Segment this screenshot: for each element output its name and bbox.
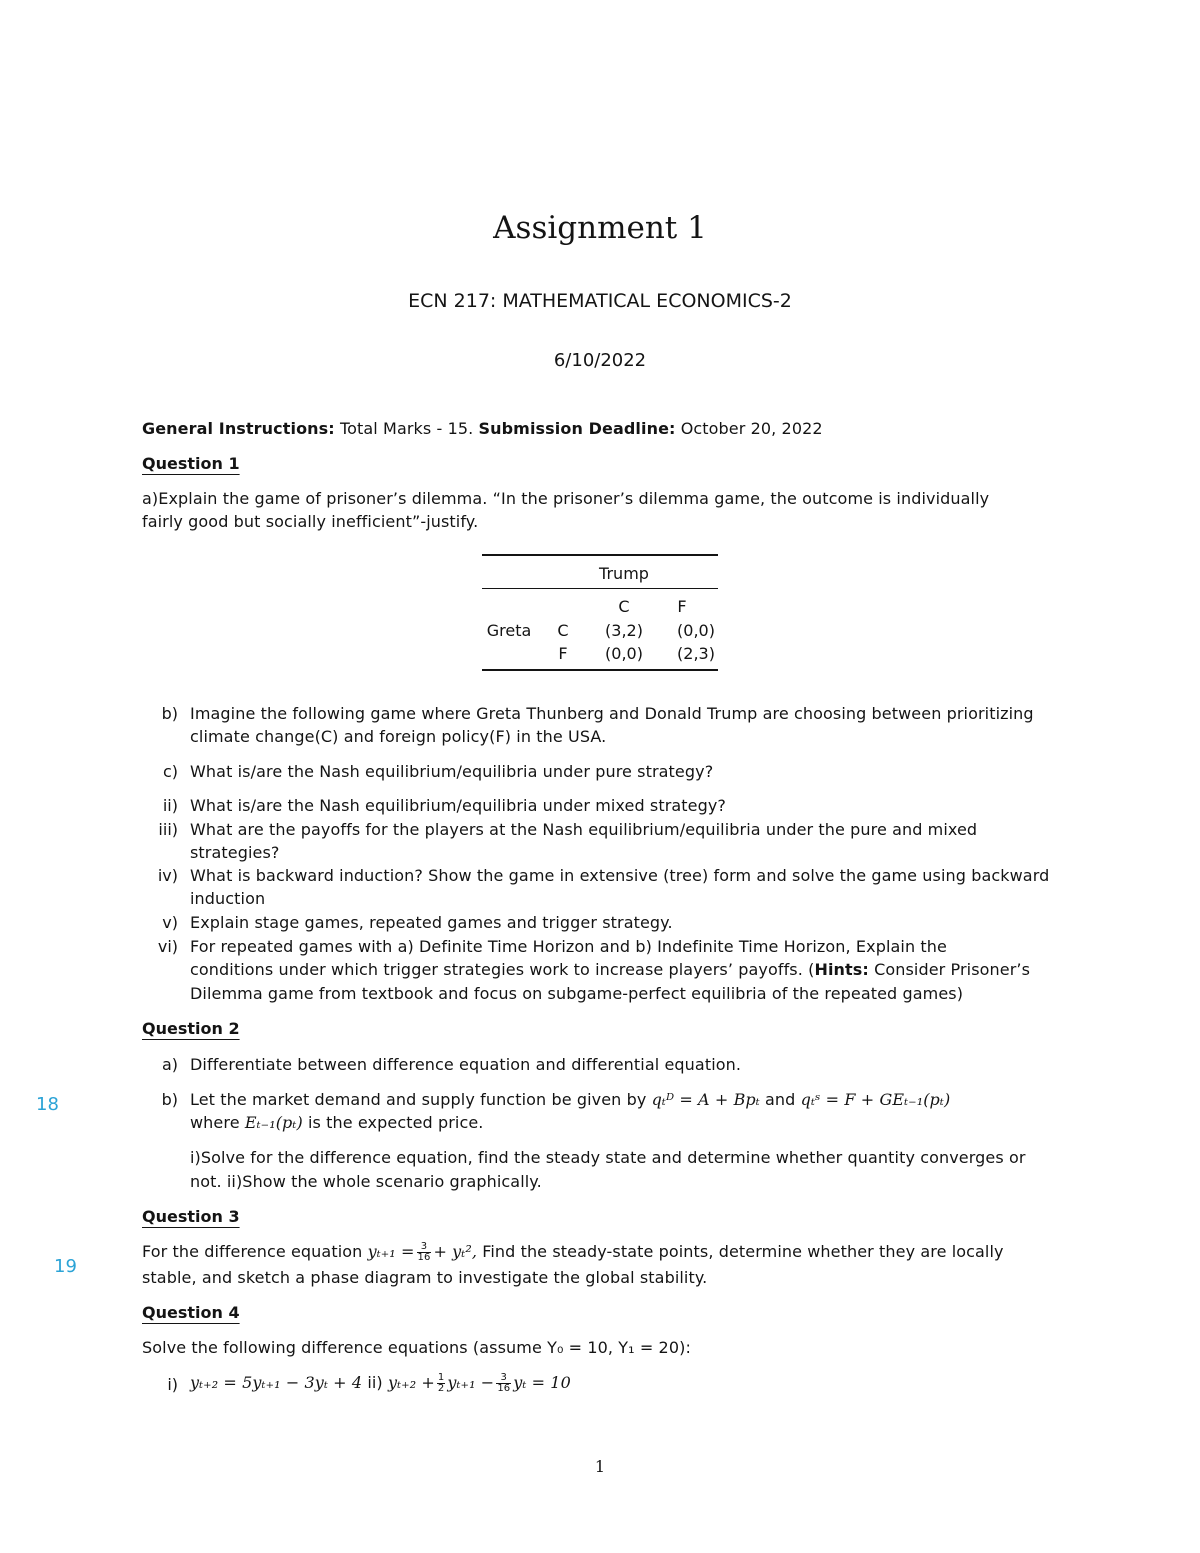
general-instructions xyxy=(142,419,823,438)
column-strategy-c: C xyxy=(618,597,630,616)
q4-eq2-part-b: yₜ₊₁ − xyxy=(447,1373,495,1392)
q1-item-iii-line-2: strategies? xyxy=(190,843,280,862)
q4-f2-den: 16 xyxy=(497,1383,511,1394)
deadline-date: October 20, 2022 xyxy=(680,419,823,438)
q3-pre: For the difference equation xyxy=(142,1242,363,1261)
q3-line-1 xyxy=(142,1242,1004,1263)
assignment-title: Assignment 1 xyxy=(493,210,707,246)
q4-f2-num: 3 xyxy=(496,1373,511,1384)
q1-item-c-label: c) xyxy=(162,762,178,781)
table-bottom-rule xyxy=(482,669,718,671)
q2-b-line-2 xyxy=(190,1113,484,1132)
total-marks: Total Marks - 15. xyxy=(339,419,474,438)
instructions-label: General Instructions: xyxy=(142,419,335,438)
course-title: ECN 217: MATHEMATICAL ECONOMICS-2 xyxy=(408,290,792,312)
q4-fraction-2 xyxy=(496,1373,511,1394)
question-4-heading: Question 4 xyxy=(142,1303,240,1322)
q4-fraction-1 xyxy=(437,1373,445,1394)
q1-a-line-2: fairly good but socially inefficient”-justify. xyxy=(142,512,479,531)
q2-b-sub-line-1: i)Solve for the difference equation, find the steady state and determine whether quantity converges or xyxy=(190,1148,1026,1167)
q1-item-b-line-1: Imagine the following game where Greta Thunberg and Donald Trump are choosing between prioritizing xyxy=(190,704,1034,723)
q1-item-v-label: v) xyxy=(162,913,178,932)
q3-eq-lhs: yₜ₊₁ = xyxy=(367,1242,415,1261)
q2-b-pre: Let the market demand and supply function be given by xyxy=(190,1090,647,1109)
assignment-date: 6/10/2022 xyxy=(553,350,647,371)
q3-line-2: stable, and sketch a phase diagram to investigate the global stability. xyxy=(142,1268,708,1287)
question-2-heading: Question 2 xyxy=(142,1019,240,1038)
q3-fraction xyxy=(417,1242,432,1263)
q1-item-vi-line-2 xyxy=(190,960,1030,979)
q2-b-where: where xyxy=(190,1113,240,1132)
supply-function: qₜˢ = F + GEₜ₋₁(pₜ) xyxy=(800,1090,951,1109)
q1-item-ii-line-1: What is/are the Nash equilibrium/equilibria under mixed strategy? xyxy=(190,796,727,815)
hints-label: Hints: xyxy=(814,960,869,979)
q3-frac-den: 16 xyxy=(417,1252,431,1263)
q1-item-vi-line-3: Dilemma game from textbook and focus on subgame-perfect equilibria of the repeated games) xyxy=(190,984,964,1003)
q1-item-vi-line-2-rest: Consider Prisoner’s xyxy=(874,960,1031,979)
margin-note-18: 18 xyxy=(36,1094,59,1115)
q1-item-c-line-1: What is/are the Nash equilibrium/equilibria under pure strategy? xyxy=(190,762,714,781)
q1-item-vi-line-2-text: conditions under which trigger strategies work to increase players’ payoffs. ( xyxy=(190,960,815,979)
table-mid-rule xyxy=(482,588,718,589)
payoff-cf: (0,0) xyxy=(677,621,715,640)
q4-eq2-part-a: yₜ₊₂ + xyxy=(387,1373,435,1392)
q3-frac-num: 3 xyxy=(417,1242,432,1253)
table-top-rule xyxy=(482,554,718,556)
payoff-ff: (2,3) xyxy=(677,644,715,663)
expected-price-symbol: Eₜ₋₁(pₜ) xyxy=(244,1113,303,1132)
q1-item-iv-line-2: induction xyxy=(190,889,266,908)
payoff-fc: (0,0) xyxy=(605,644,643,663)
q2-a-text: Differentiate between difference equation and differential equation. xyxy=(190,1055,742,1074)
demand-function: qₜᴰ = A + Bpₜ xyxy=(651,1090,760,1109)
q4-label-ii: ii) xyxy=(367,1373,383,1392)
q2-b-and: and xyxy=(765,1090,796,1109)
row-strategy-f: F xyxy=(558,644,568,663)
q2-b-sub-line-2: not. ii)Show the whole scenario graphically. xyxy=(190,1172,542,1191)
payoff-cc: (3,2) xyxy=(605,621,643,640)
q1-item-b-line-2: climate change(C) and foreign policy(F) in the USA. xyxy=(190,727,607,746)
q4-f1-num: 1 xyxy=(437,1372,445,1383)
q1-item-ii-label: ii) xyxy=(162,796,178,815)
q4-f1-den: 2 xyxy=(437,1383,445,1394)
deadline-label: Submission Deadline: xyxy=(478,419,676,438)
q1-item-iii-label: iii) xyxy=(158,820,178,839)
q4-equation-1: yₜ₊₂ = 5yₜ₊₁ − 3yₜ + 4 xyxy=(190,1373,363,1392)
q3-eq-rhs: + yₜ², xyxy=(433,1242,478,1261)
q1-item-vi-line-1: For repeated games with a) Definite Time Horizon and b) Indefinite Time Horizon, Explain the xyxy=(190,937,947,956)
q2-b-post: is the expected price. xyxy=(307,1113,484,1132)
q1-item-iv-line-1: What is backward induction? Show the game in extensive (tree) form and solve the game using backward xyxy=(190,866,1050,885)
q2-b-label: b) xyxy=(161,1090,178,1109)
q2-b-line-1 xyxy=(190,1090,950,1109)
q3-post: Find the steady-state points, determine whether they are locally xyxy=(482,1242,1004,1261)
row-strategy-c: C xyxy=(557,621,569,640)
row-player-label: Greta xyxy=(486,621,532,640)
q4-intro: Solve the following difference equations (assume Y₀ = 10, Y₁ = 20): xyxy=(142,1338,691,1357)
q1-item-iii-line-1: What are the payoffs for the players at the Nash equilibrium/equilibria under the pure and mixed xyxy=(190,820,978,839)
column-strategy-f: F xyxy=(677,597,687,616)
q1-item-vi-label: vi) xyxy=(157,937,178,956)
q4-label-i: i) xyxy=(167,1375,178,1394)
q1-item-v-line-1: Explain stage games, repeated games and trigger strategy. xyxy=(190,913,673,932)
q2-a-label: a) xyxy=(161,1055,178,1074)
q1-item-b-label: b) xyxy=(161,704,178,723)
column-player-label: Trump xyxy=(599,564,649,583)
q1-a-line-1: a)Explain the game of prisoner’s dilemma. “In the prisoner’s dilemma game, the outcome is individually xyxy=(142,489,990,508)
page-number: 1 xyxy=(594,1457,606,1476)
margin-note-19: 19 xyxy=(54,1256,77,1277)
question-1-heading: Question 1 xyxy=(142,454,240,473)
question-3-heading: Question 3 xyxy=(142,1207,240,1226)
q4-equations xyxy=(190,1373,571,1394)
q4-eq2-part-c: yₜ = 10 xyxy=(513,1373,571,1392)
q1-item-iv-label: iv) xyxy=(157,866,178,885)
